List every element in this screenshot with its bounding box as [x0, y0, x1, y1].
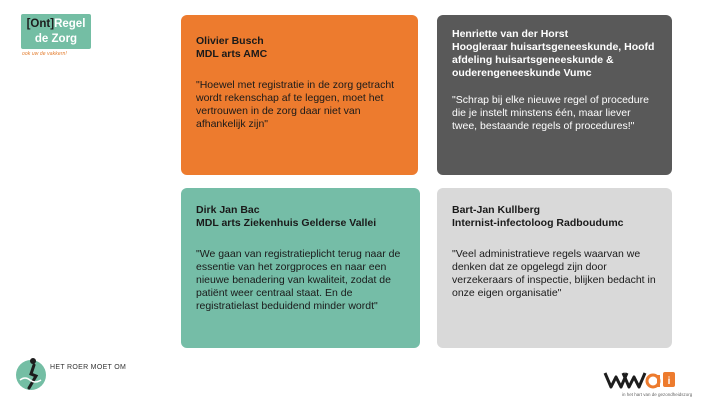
card-role: Hoogleraar huisartsgeneeskunde, Hoofd afdeling huisartsgeneeskunde & ouderengeneeskunde Vumc: [452, 41, 655, 79]
het-roer-moet-om-text: HET ROER MOET OM: [50, 364, 127, 371]
logo-ont: Ont: [30, 18, 51, 30]
card-quote: "Hoewel met registratie in de zorg getracht wordt rekenschap af te leggen, moet het vertrouwen in de zorg daar niet van afhankelijk zijn": [196, 79, 395, 130]
logo-bracket-open: [: [26, 18, 31, 30]
quote-card-van-der-horst: [437, 15, 672, 175]
card-name: Henriette van der Horst: [452, 28, 569, 40]
card-quote: "We gaan van registratieplicht terug naar de essentie van het zorgproces en naar een nieuwe benadering van kwaliteit, zodat de patiënt weer centraal staat. En de registratielast beduidend minder wordt": [196, 248, 401, 312]
logo-bracket-close: ]: [50, 18, 55, 30]
card-quote: "Veel administratieve regels waarvan we denken dat ze opgelegd zijn door verzekeraars of inspectie, blijken bedacht in onze eigen organisatie": [452, 248, 656, 299]
card-name: Dirk Jan Bac: [196, 204, 260, 216]
card-role: MDL arts Ziekenhuis Gelderse Vallei: [196, 217, 377, 229]
card-name: Bart-Jan Kullberg: [452, 204, 541, 216]
het-roer-moet-om-logo-icon: [14, 356, 48, 392]
quote-card-bac: [181, 188, 420, 348]
card-role: Internist-infectoloog Radboudumc: [452, 217, 624, 229]
svg-text:i: i: [667, 376, 671, 387]
card-quote: "Schrap bij elke nieuwe regel of procedure die je instelt minstens één, maar liever twee, bestaande regels of procedures!": [452, 94, 649, 132]
logo-de-zorg: de Zorg: [34, 33, 78, 45]
quote-card-kullberg: [437, 188, 672, 348]
vwa-logo-icon: [603, 369, 679, 391]
logo-tagline: ook uw de vakkern!: [22, 51, 67, 57]
vwa-tagline: in het hart van de gezondheidszorg: [622, 392, 693, 397]
logo-regel: Regel: [54, 18, 86, 30]
card-name: Olivier Busch: [196, 35, 264, 47]
card-role: MDL arts AMC: [196, 48, 268, 60]
quote-card-busch: [181, 15, 418, 175]
ontregel-de-zorg-logo: [21, 14, 91, 49]
